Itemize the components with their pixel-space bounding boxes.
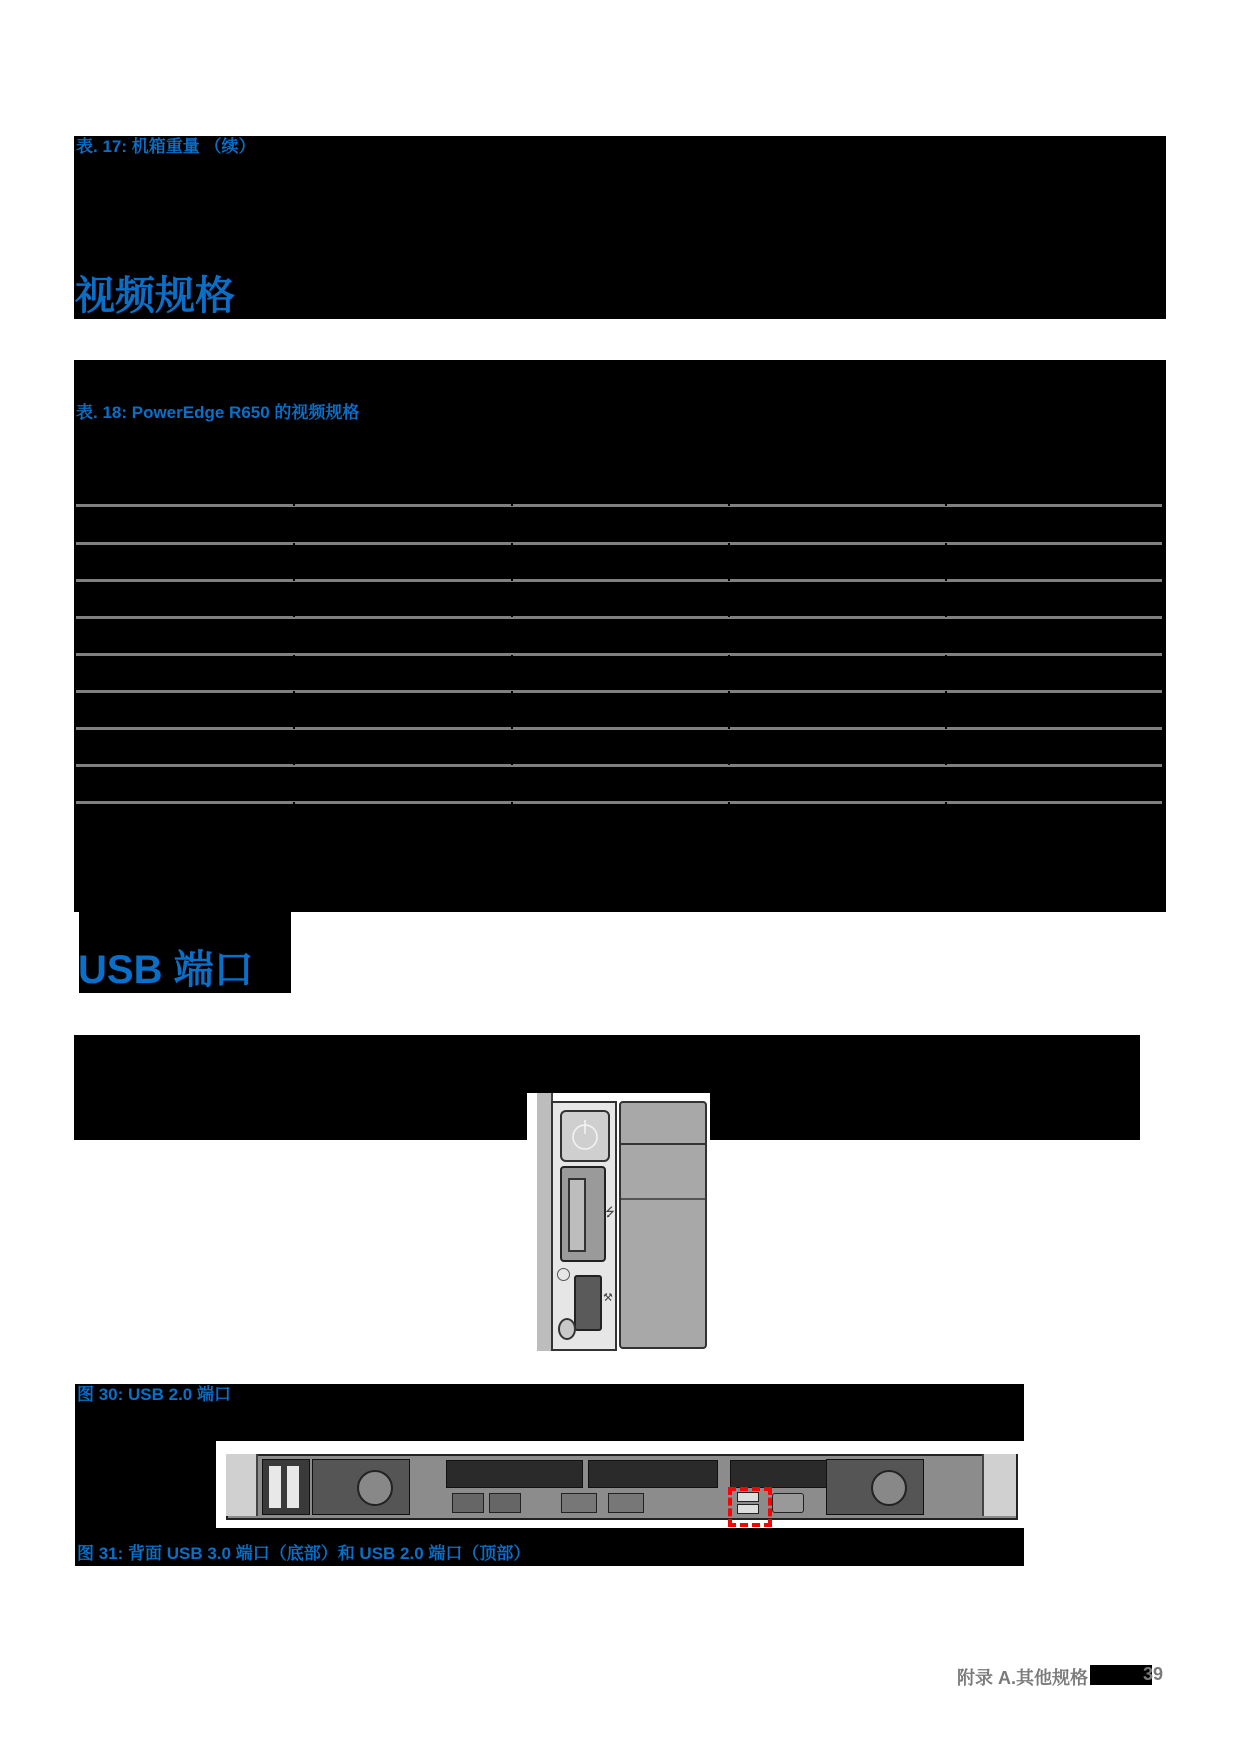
table-rule — [76, 542, 1162, 545]
column-separator — [728, 504, 732, 804]
vga-port — [772, 1493, 804, 1513]
psu-module-right — [826, 1459, 924, 1515]
micro-usb-port — [574, 1275, 602, 1331]
table-rule — [76, 764, 1162, 767]
table-rule — [76, 801, 1162, 804]
psu-module-left — [312, 1459, 410, 1515]
column-separator — [293, 504, 297, 804]
figure-31-rear-usb-image — [216, 1441, 1024, 1528]
usb-symbol-icon: ⭍ — [605, 1205, 615, 1219]
table-17-caption: 表. 17: 机箱重量 （续） — [76, 137, 256, 156]
table-rule — [76, 727, 1162, 730]
table-rule — [76, 690, 1162, 693]
power-icon — [562, 1112, 608, 1160]
ethernet-port-1 — [452, 1493, 484, 1513]
table-rule — [76, 579, 1162, 582]
table-18-caption: 表. 18: PowerEdge R650 的视频规格 — [76, 403, 360, 422]
psu-left — [262, 1459, 310, 1515]
led-indicator — [557, 1268, 570, 1281]
wrench-icon: ⚒ — [603, 1292, 613, 1304]
right-ear — [982, 1454, 1016, 1516]
column-separator — [945, 504, 949, 804]
left-ear — [226, 1454, 258, 1516]
usb-highlight-box — [728, 1487, 772, 1527]
figure-30-caption: 图 30: USB 2.0 端口 — [77, 1385, 231, 1404]
ethernet-port-2 — [489, 1493, 521, 1513]
status-led — [558, 1318, 576, 1340]
table-rule — [76, 653, 1162, 656]
redacted-block-table17 — [74, 136, 1166, 319]
riser-slot-1 — [446, 1460, 583, 1488]
ocp-port-2 — [608, 1493, 644, 1513]
usb-section-heading: USB 端口 — [78, 948, 254, 992]
table-rule — [76, 616, 1162, 619]
power-button — [560, 1110, 610, 1162]
video-section-heading: 视频规格 — [75, 274, 235, 318]
figure-30-front-usb-image — [527, 1093, 710, 1351]
usb-a-port — [560, 1166, 606, 1262]
redacted-block-table18 — [74, 360, 1166, 912]
footer-section-label: 附录 A.其他规格 — [957, 1668, 1089, 1688]
drive-carrier — [619, 1101, 707, 1349]
column-separator — [511, 504, 515, 804]
figure-31-caption: 图 31: 背面 USB 3.0 端口（底部）和 USB 2.0 端口（顶部） — [77, 1544, 531, 1563]
ocp-port-1 — [561, 1493, 597, 1513]
table-rule — [76, 504, 1162, 507]
page-number: 39 — [1143, 1664, 1164, 1684]
riser-slot-2 — [588, 1460, 718, 1488]
